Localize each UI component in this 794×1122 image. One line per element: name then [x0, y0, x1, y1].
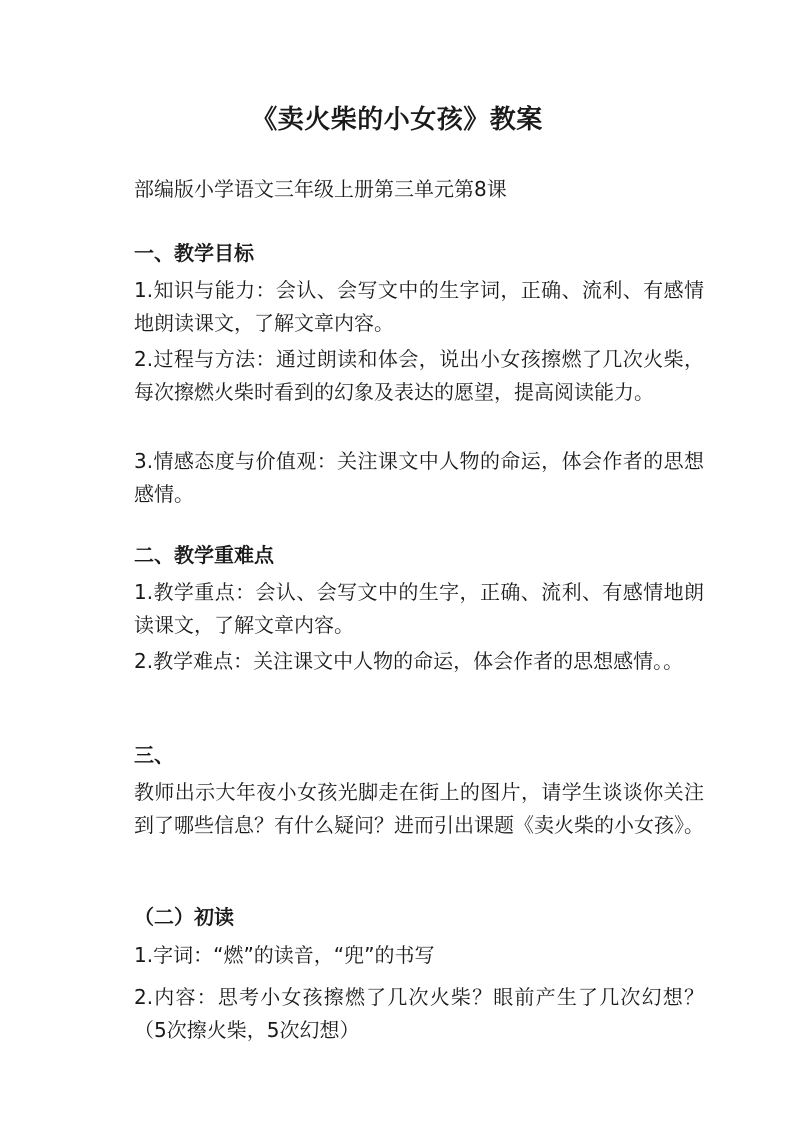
document-subtitle: 部编版小学语文三年级上册第三单元第8课 [134, 177, 507, 201]
goal-item-3: 3.情感态度与价值观：关注课文中人物的命运，体会作者的思想感情。 [134, 449, 704, 506]
goal-item-2: 2.过程与方法：通过朗读和体会，说出小女孩擦燃了几次火柴，每次擦燃火柴时看到的幻象及表达的愿望，提高阅读能力。 [134, 347, 704, 404]
goal-item-1: 1.知识与能力：会认、会写文中的生字词，正确、流利、有感情地朗读课文，了解文章内容。 [134, 278, 704, 335]
key-point-item-2: 2.教学难点：关注课文中人物的命运，体会作者的思想感情。。 [134, 649, 684, 673]
section-heading-first-reading: （二）初读 [134, 905, 234, 929]
key-point-item-1: 1.教学重点：会认、会写文中的生字，正确、流利、有感情地朗读课文，了解文章内容。 [134, 580, 704, 637]
document-title: 《卖火柴的小女孩》教案 [251, 105, 543, 135]
section-heading-teaching-goals: 一、教学目标 [134, 241, 254, 265]
section-three-paragraph: 教师出示大年夜小女孩光脚走在街上的图片，请学生谈谈你关注到了哪些信息？有什么疑问？进而引出课题《卖火柴的小女孩》。 [134, 780, 704, 837]
section-heading-key-points: 二、教学重难点 [134, 543, 274, 567]
first-reading-item-2: 2.内容：思考小女孩擦燃了几次火柴？眼前产生了几次幻想？（5次擦火柴，5次幻想） [134, 985, 704, 1042]
first-reading-item-1: 1.字词：“燃”的读音，“兜”的书写 [134, 943, 435, 967]
section-heading-three: 三、 [134, 743, 174, 767]
